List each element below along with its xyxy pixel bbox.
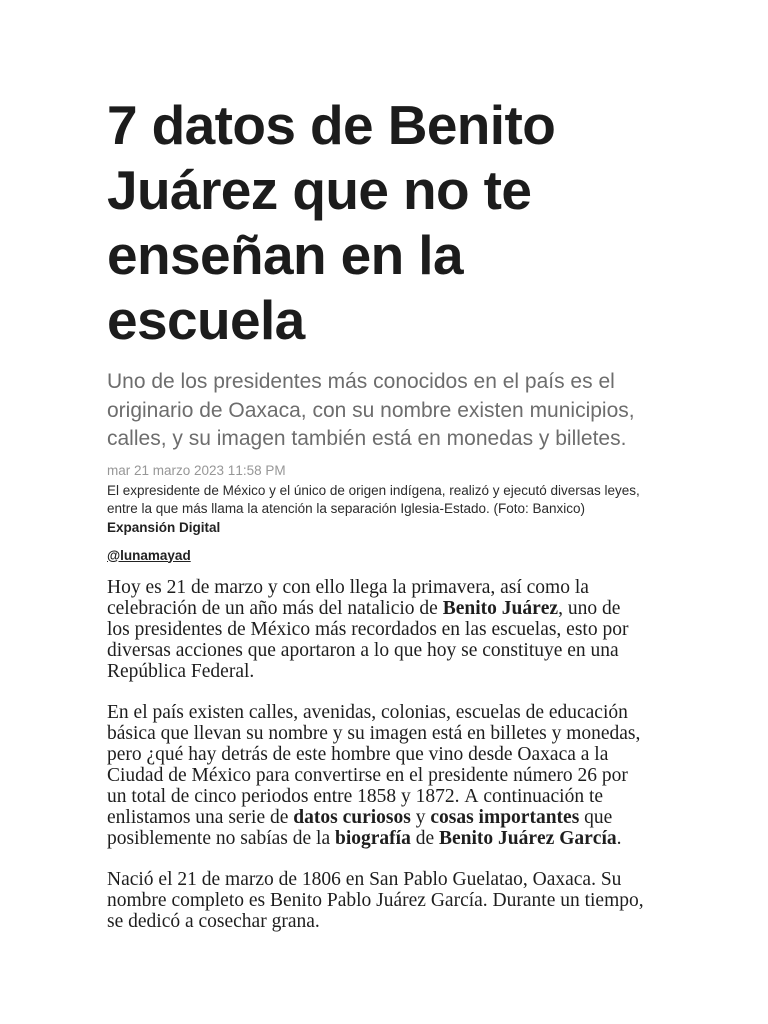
body-paragraph-2	[107, 702, 646, 849]
publish-date: mar 21 marzo 2023 11:58 PM	[107, 463, 286, 478]
article-source: Expansión Digital	[107, 519, 221, 535]
paragraph-text: y	[410, 806, 431, 828]
article-body	[107, 577, 646, 932]
bold-text: datos curiosos	[293, 806, 411, 828]
article-title: 7 datos de Benito Juárez que no te enseñan en la escuela	[107, 94, 556, 351]
bold-text: biografía	[334, 827, 411, 849]
author-link[interactable]: @lunamayad	[107, 547, 191, 563]
paragraph-text: , uno de los presidentes de México más recordados en las escuelas, esto por diversas acciones que aportaron a lo que hoy se constituye en una República Federal.	[107, 597, 629, 682]
body-paragraph-1	[107, 577, 646, 682]
paragraph-text: que posiblemente no sabías de la	[107, 806, 613, 849]
photo-caption: El expresidente de México y el único de origen indígena, realizó y ejecutó diversas leyes, entre la que más llama la atención la separación Iglesia-Estado. (Foto: Banxico)	[107, 482, 640, 516]
paragraph-text: de	[410, 827, 439, 849]
body-paragraph-3: Nació el 21 de marzo de 1806 en San Pablo Guelatao, Oaxaca. Su nombre completo es Benito Pablo Juárez García. Durante un tiempo, se dedicó a cosechar grana.	[107, 868, 644, 932]
bold-text: Benito Juárez	[442, 597, 559, 619]
paragraph-text: En el país existen calles, avenidas, colonias, escuelas de educación básica que llevan su nombre y su imagen está en billetes y monedas, pero ¿qué hay detrás de este hombre que vino desde Oaxaca a la Ciudad de México para convertirse en el presidente número 26 por un total de cinco periodos entre 1858 y 1872. A continuación te enlistamos una serie de	[107, 701, 641, 828]
author-row	[107, 547, 667, 565]
bold-text: cosas importantes	[430, 806, 580, 828]
article-subtitle: Uno de los presidentes más conocidos en el país es el originario de Oaxaca, con su nombre existen municipios, calles, y su imagen también está en monedas y billetes.	[107, 370, 635, 450]
paragraph-text: Hoy es 21 de marzo y con ello llega la primavera, así como la celebración de un año más del natalicio de	[107, 576, 589, 619]
paragraph-text: .	[616, 827, 622, 849]
bold-text: Benito Juárez García	[438, 827, 617, 849]
article	[107, 93, 667, 952]
